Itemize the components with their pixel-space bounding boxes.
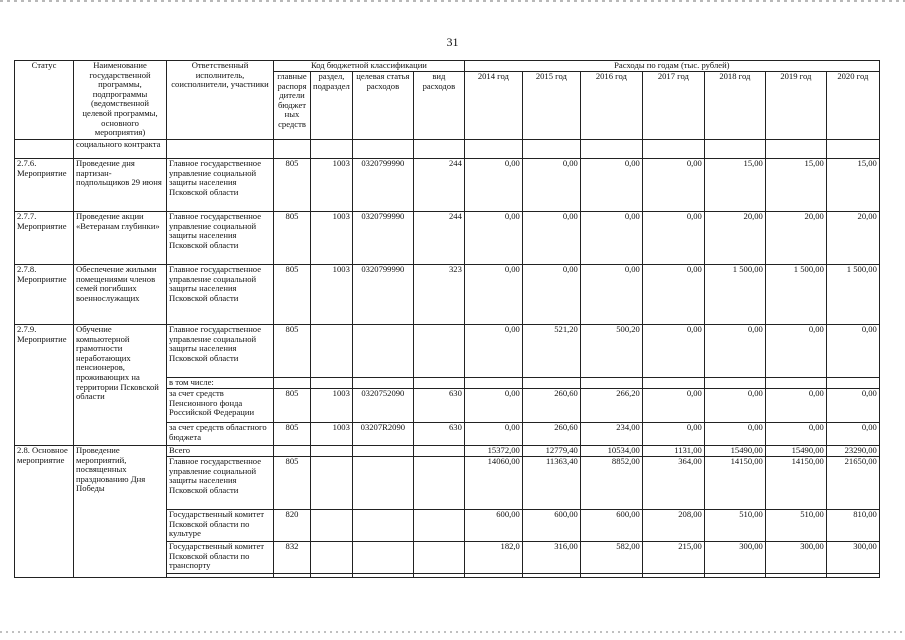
row-target: 0320799990 [352, 159, 413, 212]
row-value: 0,00 [642, 325, 704, 378]
header-year: 2018 год [704, 72, 765, 140]
header-type: вид расходов [413, 72, 464, 140]
row-type: 244 [413, 159, 464, 212]
header-section: раздел, подраздел [311, 72, 353, 140]
row-value: 15,00 [765, 159, 826, 212]
row-value: 0,00 [464, 265, 522, 325]
row-value: 14060,00 [464, 457, 522, 510]
row-value: 20,00 [704, 212, 765, 265]
row-grbs: 805 [274, 159, 311, 212]
header-year: 2020 год [826, 72, 879, 140]
row-value: 0,00 [642, 389, 704, 423]
header-responsible: Ответственный исполнитель, соисполнители, участники [167, 61, 274, 140]
row-section: 1003 [311, 212, 353, 265]
header-target: целевая статья расходов [352, 72, 413, 140]
row-value: 260,60 [522, 423, 580, 446]
row-type: 244 [413, 212, 464, 265]
row-value: 600,00 [522, 510, 580, 542]
header-budget-code: Код бюджетной классификации [274, 61, 465, 72]
row-section: 1003 [311, 265, 353, 325]
row-value: 521,20 [522, 325, 580, 378]
row-value: 260,60 [522, 389, 580, 423]
row-including: в том числе: [167, 378, 274, 389]
row-target: 0320799990 [352, 265, 413, 325]
row-status: 2.7.6. Мероприятие [15, 159, 74, 212]
row-target: 03207R2090 [352, 423, 413, 446]
row-value: 510,00 [765, 510, 826, 542]
scan-edge-top [0, 0, 905, 2]
row-value: 15,00 [826, 159, 879, 212]
row-value: 0,00 [464, 159, 522, 212]
row-value: 0,00 [464, 325, 522, 378]
row-responsible: Главное государственное управление социальной защиты населения Псковской области [167, 159, 274, 212]
header-expenses: Расходы по годам (тыс. рублей) [464, 61, 879, 72]
row-name: Проведение дня партизан-подпольщиков 29 июня [74, 159, 167, 212]
row-grbs: 805 [274, 457, 311, 510]
table-row [15, 265, 880, 325]
row-value: 15372,00 [464, 446, 522, 457]
row-value: 15490,00 [765, 446, 826, 457]
row-value: 15490,00 [704, 446, 765, 457]
row-type: 323 [413, 265, 464, 325]
budget-table [14, 60, 880, 578]
row-value: 316,00 [522, 542, 580, 574]
row-value: 215,00 [642, 542, 704, 574]
row-value: 0,00 [522, 212, 580, 265]
row-value: 0,00 [765, 389, 826, 423]
table-row [15, 446, 880, 457]
row-value: 810,00 [826, 510, 879, 542]
row-responsible: Государственный комитет Псковской области по культуре [167, 510, 274, 542]
row-grbs: 805 [274, 212, 311, 265]
row-value: 0,00 [642, 265, 704, 325]
row-value: 14150,00 [704, 457, 765, 510]
row-responsible: за счет средств областного бюджета [167, 423, 274, 446]
row-name: Проведение мероприятий, посвященных празднованию Дня Победы [74, 446, 167, 578]
row-value: 266,20 [580, 389, 642, 423]
row-status: 2.7.9. Мероприятие [15, 325, 74, 446]
header-year: 2015 год [522, 72, 580, 140]
row-value: 0,00 [580, 265, 642, 325]
scan-edge-bottom [0, 631, 905, 633]
row-value: 500,20 [580, 325, 642, 378]
table-row [15, 140, 880, 159]
row-value: 600,00 [464, 510, 522, 542]
row-status: 2.7.7. Мероприятие [15, 212, 74, 265]
row-value: 600,00 [580, 510, 642, 542]
row-section: 1003 [311, 423, 353, 446]
row-value: 10534,00 [580, 446, 642, 457]
row-value: 0,00 [704, 389, 765, 423]
row-value: 11363,40 [522, 457, 580, 510]
row-value: 582,00 [580, 542, 642, 574]
row-value: 0,00 [464, 212, 522, 265]
row-grbs: 832 [274, 542, 311, 574]
header-year: 2014 год [464, 72, 522, 140]
table-row [15, 159, 880, 212]
row-value: 0,00 [580, 212, 642, 265]
row-value: 0,00 [826, 325, 879, 378]
row-name: Обучение компьютерной грамотности неработающих пенсионеров, проживающих на территории Псковской области [74, 325, 167, 446]
row-responsible: Государственный комитет Псковской области по транспорту [167, 542, 274, 574]
page-number: 31 [446, 35, 459, 49]
row-value: 234,00 [580, 423, 642, 446]
row-value: 300,00 [765, 542, 826, 574]
row-value: 0,00 [642, 212, 704, 265]
row-section: 1003 [311, 389, 353, 423]
header-year: 2017 год [642, 72, 704, 140]
row-value: 0,00 [642, 159, 704, 212]
row-value: 1 500,00 [765, 265, 826, 325]
row-grbs: 805 [274, 389, 311, 423]
row-value: 364,00 [642, 457, 704, 510]
row-value: 14150,00 [765, 457, 826, 510]
row-value: 23290,00 [826, 446, 879, 457]
row-target: 0320799990 [352, 212, 413, 265]
row-target: 0320752090 [352, 389, 413, 423]
row-responsible: Всего [167, 446, 274, 457]
row-value: 1131,00 [642, 446, 704, 457]
row-value: 208,00 [642, 510, 704, 542]
header-row [15, 61, 880, 72]
row-value: 20,00 [765, 212, 826, 265]
row-value: 0,00 [464, 389, 522, 423]
row-grbs: 805 [274, 325, 311, 378]
header-main-manager: главные распоря дители бюджет ных средств [274, 72, 311, 140]
row-value: 0,00 [765, 325, 826, 378]
continuation-text: социального контракта [74, 140, 167, 159]
row-value: 1 500,00 [826, 265, 879, 325]
row-status: 2.7.8. Мероприятие [15, 265, 74, 325]
row-value: 510,00 [704, 510, 765, 542]
table-row [15, 325, 880, 378]
row-value: 20,00 [826, 212, 879, 265]
row-value: 0,00 [464, 423, 522, 446]
row-value: 15,00 [704, 159, 765, 212]
row-grbs: 820 [274, 510, 311, 542]
row-value: 1 500,00 [704, 265, 765, 325]
row-value: 300,00 [704, 542, 765, 574]
row-value: 0,00 [704, 423, 765, 446]
row-name: Обеспечение жилыми помещениями членов семей погибших военнослужащих [74, 265, 167, 325]
row-value: 0,00 [704, 325, 765, 378]
row-value: 182,0 [464, 542, 522, 574]
row-value: 12779,40 [522, 446, 580, 457]
row-responsible: Главное государственное управление социальной защиты населения Псковской области [167, 325, 274, 378]
row-value: 0,00 [580, 159, 642, 212]
row-name: Проведение акции «Ветеранам глубинки» [74, 212, 167, 265]
row-section: 1003 [311, 159, 353, 212]
table-row [15, 212, 880, 265]
row-responsible: Главное государственное управление социальной защиты населения Псковской области [167, 212, 274, 265]
header-year: 2016 год [580, 72, 642, 140]
row-type: 630 [413, 389, 464, 423]
row-value: 8852,00 [580, 457, 642, 510]
row-value: 0,00 [765, 423, 826, 446]
row-value: 300,00 [826, 542, 879, 574]
row-grbs: 805 [274, 423, 311, 446]
row-type: 630 [413, 423, 464, 446]
header-year: 2019 год [765, 72, 826, 140]
row-status: 2.8. Основное мероприятие [15, 446, 74, 578]
header-status: Статус [15, 61, 74, 140]
row-value: 0,00 [826, 389, 879, 423]
row-responsible: Главное государственное управление социальной защиты населения Псковской области [167, 265, 274, 325]
row-grbs: 805 [274, 265, 311, 325]
row-value: 0,00 [826, 423, 879, 446]
row-value: 0,00 [522, 159, 580, 212]
row-value: 0,00 [642, 423, 704, 446]
row-value: 0,00 [522, 265, 580, 325]
row-responsible: за счет средств Пенсионного фонда Российской Федерации [167, 389, 274, 423]
header-name: Наименование государственной программы, подпрограммы (ведомственной целевой программы, основного мероприятия) [74, 61, 167, 140]
row-value: 21650,00 [826, 457, 879, 510]
row-responsible: Главное государственное управление социальной защиты населения Псковской области [167, 457, 274, 510]
